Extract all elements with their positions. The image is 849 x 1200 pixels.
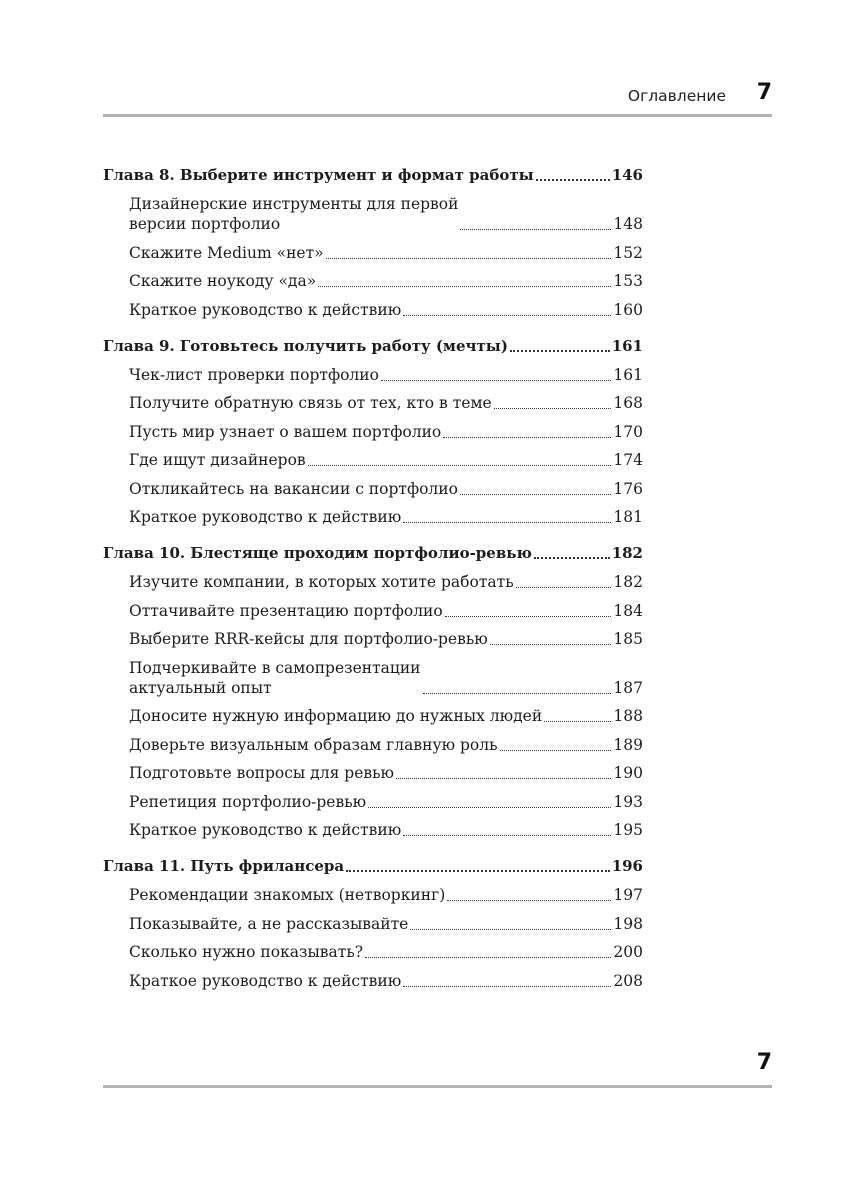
section-title-text: Чек-лист проверки портфолио bbox=[129, 365, 379, 384]
dot-leader bbox=[410, 929, 611, 930]
section-page-number: 189 bbox=[613, 735, 643, 754]
section-title bbox=[129, 271, 316, 291]
section-page-number: 200 bbox=[613, 943, 643, 961]
chapter-block bbox=[103, 856, 643, 991]
section-title bbox=[129, 706, 542, 726]
section-title bbox=[129, 820, 401, 840]
toc-section-entry[interactable] bbox=[103, 629, 643, 649]
chapter-block bbox=[103, 543, 643, 840]
section-title-text: Где ищут дизайнеров bbox=[129, 451, 306, 469]
section-title-text: Доносите нужную информацию до нужных людей bbox=[129, 707, 543, 725]
section-page-number: 198 bbox=[613, 914, 643, 933]
section-title-text: Краткое руководство к действию bbox=[129, 971, 402, 990]
section-title-text: Краткое руководство к действию bbox=[129, 300, 402, 319]
section-title-text: Краткое руководство к действию bbox=[129, 821, 402, 839]
dot-leader bbox=[381, 380, 611, 381]
section-page-number: 181 bbox=[613, 508, 643, 526]
section-page-number: 187 bbox=[613, 678, 643, 697]
section-title-text: Пусть мир узнает о вашем портфолио bbox=[129, 422, 442, 441]
section-title bbox=[129, 763, 394, 783]
section-title-line1: Дизайнерские инструменты для первой bbox=[129, 195, 459, 213]
section-title-text: Доверьте визуальным образам главную роль bbox=[129, 735, 498, 754]
dot-leader bbox=[346, 870, 610, 872]
dot-leader bbox=[460, 494, 611, 495]
section-title-line1: Подчеркивайте в самопрезентации bbox=[129, 658, 421, 677]
chapter-page-number: 146 bbox=[611, 166, 643, 184]
toc-chapter-entry[interactable] bbox=[103, 543, 643, 563]
dot-leader bbox=[510, 350, 610, 352]
section-page-number: 152 bbox=[613, 243, 643, 262]
section-page-number: 176 bbox=[613, 479, 643, 498]
section-title bbox=[129, 658, 421, 698]
chapter-title: Глава 8. Выберите инструмент и формат работы bbox=[103, 166, 534, 184]
dot-leader bbox=[516, 587, 612, 588]
table-of-contents bbox=[103, 165, 643, 1007]
running-header bbox=[103, 79, 772, 109]
section-title-text: актуальный опыт bbox=[129, 678, 272, 697]
toc-section-entry[interactable] bbox=[103, 393, 643, 413]
toc-chapter-entry[interactable] bbox=[103, 856, 643, 876]
dot-leader bbox=[326, 258, 612, 259]
dot-leader bbox=[368, 807, 611, 808]
section-page-number: 153 bbox=[613, 272, 643, 290]
section-title-text: Скажите ноукоду «да» bbox=[129, 272, 317, 290]
toc-chapter-entry[interactable] bbox=[103, 165, 643, 185]
dot-leader bbox=[443, 437, 611, 438]
toc-section-entry[interactable] bbox=[103, 706, 643, 726]
section-title bbox=[129, 572, 514, 592]
section-title bbox=[129, 942, 363, 962]
dot-leader bbox=[500, 750, 612, 751]
toc-section-entry[interactable] bbox=[103, 450, 643, 470]
toc-section-entry[interactable] bbox=[103, 792, 643, 812]
toc-section-entry[interactable] bbox=[103, 885, 643, 905]
header-page-number: 7 bbox=[756, 80, 772, 105]
section-page-number: 188 bbox=[613, 707, 643, 725]
footer-rule bbox=[103, 1085, 772, 1088]
toc-section-entry[interactable] bbox=[103, 572, 643, 592]
section-title bbox=[129, 365, 379, 385]
section-title bbox=[129, 422, 441, 442]
dot-leader bbox=[445, 616, 612, 617]
section-title-text: Изучите компании, в которых хотите работать bbox=[129, 573, 514, 591]
section-title-text: Сколько нужно показывать? bbox=[129, 943, 364, 961]
section-page-number: 195 bbox=[613, 821, 643, 839]
section-title bbox=[129, 450, 306, 470]
dot-leader bbox=[544, 721, 611, 722]
section-page-number: 197 bbox=[613, 886, 643, 904]
section-page-number: 148 bbox=[613, 215, 643, 233]
section-page-number: 190 bbox=[613, 764, 643, 782]
section-title bbox=[129, 194, 458, 234]
dot-leader bbox=[403, 835, 611, 836]
section-page-number: 208 bbox=[613, 971, 643, 990]
dot-leader bbox=[308, 465, 612, 466]
dot-leader bbox=[536, 179, 610, 181]
dot-leader bbox=[460, 229, 611, 230]
section-title-text: Скажите Medium «нет» bbox=[129, 243, 324, 262]
section-title bbox=[129, 507, 401, 527]
section-page-number: 161 bbox=[613, 365, 643, 384]
section-title-text: Получите обратную связь от тех, кто в теме bbox=[129, 394, 492, 412]
toc-section-entry[interactable] bbox=[103, 942, 643, 962]
toc-section-entry[interactable] bbox=[103, 507, 643, 527]
toc-section-entry[interactable] bbox=[103, 601, 643, 621]
header-title: Оглавление bbox=[627, 87, 726, 105]
section-title-text: Подготовьте вопросы для ревью bbox=[129, 764, 395, 782]
chapter-page-number: 182 bbox=[611, 544, 643, 562]
section-page-number: 170 bbox=[613, 422, 643, 441]
section-title bbox=[129, 601, 443, 621]
section-page-number: 193 bbox=[613, 792, 643, 811]
section-title-text: версии портфолио bbox=[129, 215, 281, 233]
section-page-number: 185 bbox=[613, 630, 643, 648]
section-title bbox=[129, 243, 324, 263]
dot-leader bbox=[494, 408, 612, 409]
dot-leader bbox=[318, 286, 611, 287]
section-title bbox=[129, 885, 445, 905]
section-title bbox=[129, 393, 492, 413]
section-page-number: 160 bbox=[613, 300, 643, 319]
toc-section-entry[interactable] bbox=[103, 422, 643, 442]
footer-page-number: 7 bbox=[756, 1050, 772, 1075]
dot-leader bbox=[490, 644, 612, 645]
section-title bbox=[129, 629, 488, 649]
toc-section-entry[interactable] bbox=[103, 365, 643, 385]
dot-leader bbox=[423, 693, 612, 694]
toc-section-entry[interactable] bbox=[103, 194, 643, 234]
toc-section-entry[interactable] bbox=[103, 300, 643, 320]
toc-section-entry[interactable] bbox=[103, 479, 643, 499]
section-page-number: 184 bbox=[613, 601, 643, 620]
toc-section-entry[interactable] bbox=[103, 914, 643, 934]
dot-leader bbox=[396, 778, 611, 779]
section-page-number: 168 bbox=[613, 394, 643, 412]
dot-leader bbox=[403, 522, 611, 523]
dot-leader bbox=[534, 557, 610, 559]
dot-leader bbox=[365, 957, 611, 958]
chapter-block bbox=[103, 336, 643, 528]
section-title bbox=[129, 735, 498, 755]
toc-section-entry[interactable] bbox=[103, 971, 643, 991]
toc-chapter-entry[interactable] bbox=[103, 336, 643, 356]
chapter-block bbox=[103, 165, 643, 320]
section-title bbox=[129, 300, 401, 320]
toc-section-entry[interactable] bbox=[103, 658, 643, 698]
toc-section-entry[interactable] bbox=[103, 243, 643, 263]
section-title bbox=[129, 479, 458, 499]
section-title-text: Показывайте, а не рассказывайте bbox=[129, 914, 409, 933]
dot-leader bbox=[403, 315, 611, 316]
chapter-title: Глава 9. Готовьтесь получить работу (мечты) bbox=[103, 336, 508, 355]
section-page-number: 182 bbox=[613, 573, 643, 591]
section-page-number: 174 bbox=[613, 451, 643, 469]
section-title-text: Выберите RRR-кейсы для портфолио-ревью bbox=[129, 630, 488, 648]
section-title bbox=[129, 914, 408, 934]
section-title-text: Краткое руководство к действию bbox=[129, 508, 402, 526]
toc-section-entry[interactable] bbox=[103, 735, 643, 755]
section-title-text: Рекомендации знакомых (нетворкинг) bbox=[129, 886, 446, 904]
section-title-text: Оттачивайте презентацию портфолио bbox=[129, 601, 443, 620]
chapter-title: Глава 10. Блестяще проходим портфолио-ревью bbox=[103, 544, 532, 562]
chapter-page-number: 196 bbox=[611, 857, 643, 875]
section-title bbox=[129, 971, 401, 991]
header-rule bbox=[103, 114, 772, 117]
toc-section-entry[interactable] bbox=[103, 763, 643, 783]
chapter-title: Глава 11. Путь фрилансера bbox=[103, 857, 345, 875]
dot-leader bbox=[403, 986, 611, 987]
section-title-text: Откликайтесь на вакансии с портфолио bbox=[129, 479, 458, 498]
section-title-text: Репетиция портфолио-ревью bbox=[129, 792, 367, 811]
section-title bbox=[129, 792, 366, 812]
dot-leader bbox=[447, 900, 611, 901]
toc-section-entry[interactable] bbox=[103, 271, 643, 291]
toc-section-entry[interactable] bbox=[103, 820, 643, 840]
chapter-page-number: 161 bbox=[611, 336, 643, 355]
